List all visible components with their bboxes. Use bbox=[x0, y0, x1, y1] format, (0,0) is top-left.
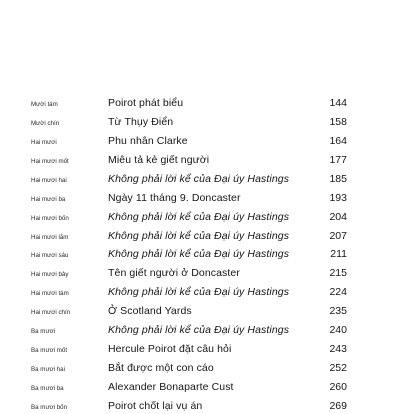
toc-entry bbox=[0, 319, 400, 338]
chapter-number: Hai mươi hai bbox=[31, 176, 67, 184]
chapter-number: Mười chín bbox=[31, 119, 60, 127]
chapter-title: Tên giết người ở Doncaster bbox=[108, 267, 240, 280]
chapter-page-number: 269 bbox=[329, 399, 347, 412]
chapter-page-number: 243 bbox=[329, 343, 347, 356]
chapter-title: Miêu tả kẻ giết người bbox=[108, 153, 210, 166]
toc-entry bbox=[0, 225, 400, 244]
chapter-title: Poirot phát biểu bbox=[108, 96, 184, 109]
toc-entry bbox=[0, 281, 400, 300]
chapter-number: Hai mươi lăm bbox=[31, 233, 69, 241]
chapter-page-number: 224 bbox=[329, 286, 347, 299]
chapter-page-number: 240 bbox=[329, 324, 347, 337]
chapter-title: Poirot chốt lại vụ án bbox=[108, 399, 203, 412]
toc-entry bbox=[0, 262, 400, 281]
table-of-contents bbox=[0, 92, 400, 414]
chapter-number: Hai mươi sáu bbox=[31, 252, 69, 260]
chapter-title: Ngày 11 tháng 9. Doncaster bbox=[108, 191, 241, 204]
toc-entry bbox=[0, 244, 400, 263]
chapter-title: Không phải lời kể của Đại úy Hastings bbox=[108, 172, 290, 185]
chapter-number: Hai mươi bốn bbox=[31, 214, 69, 222]
chapter-title: Không phải lời kể của Đại úy Hastings bbox=[108, 324, 290, 337]
chapter-page-number: 215 bbox=[329, 267, 347, 280]
chapter-page-number: 177 bbox=[329, 153, 347, 166]
chapter-title: Từ Thụy Điển bbox=[108, 115, 174, 128]
chapter-page-number: 185 bbox=[329, 172, 347, 185]
toc-entry bbox=[0, 130, 400, 149]
chapter-title: Không phải lời kể của Đại úy Hastings bbox=[108, 229, 290, 242]
toc-entry bbox=[0, 357, 400, 376]
toc-entry bbox=[0, 206, 400, 225]
toc-entry bbox=[0, 168, 400, 187]
toc-entry bbox=[0, 111, 400, 130]
chapter-number: Hai mươi bảy bbox=[31, 271, 69, 279]
chapter-page-number: 204 bbox=[329, 210, 347, 223]
chapter-title: Alexander Bonaparte Cust bbox=[108, 381, 234, 393]
chapter-number: Ba mươi bốn bbox=[31, 403, 68, 411]
chapter-page-number: 193 bbox=[329, 191, 347, 204]
chapter-title: Không phải lời kể của Đại úy Hastings bbox=[108, 286, 290, 299]
chapter-number: Hai mươi ba bbox=[31, 195, 66, 203]
chapter-page-number: 211 bbox=[330, 248, 347, 261]
toc-entry bbox=[0, 149, 400, 168]
chapter-title: Hercule Poirot đặt câu hỏi bbox=[108, 343, 232, 356]
chapter-number: Ba mươi mốt bbox=[31, 347, 68, 355]
chapter-page-number: 207 bbox=[329, 229, 347, 242]
chapter-number: Hai mươi bbox=[31, 138, 57, 146]
chapter-page-number: 144 bbox=[329, 96, 347, 109]
chapter-title: Không phải lời kể của Đại úy Hastings bbox=[108, 210, 290, 223]
chapter-title: Không phải lời kể của Đại úy Hastings bbox=[108, 248, 290, 261]
chapter-number: Hai mươi chín bbox=[31, 309, 71, 317]
toc-entry bbox=[0, 395, 400, 414]
chapter-number: Ba mươi ba bbox=[31, 385, 64, 392]
chapter-page-number: 260 bbox=[329, 381, 347, 393]
chapter-number: Hai mươi tám bbox=[31, 290, 69, 298]
chapter-number: Ba mươi hai bbox=[31, 366, 65, 374]
chapter-number: Ba mươi bbox=[31, 328, 56, 336]
chapter-page-number: 235 bbox=[329, 305, 347, 318]
toc-entry bbox=[0, 300, 400, 319]
chapter-title: Phu nhân Clarke bbox=[108, 134, 188, 147]
chapter-page-number: 164 bbox=[329, 134, 347, 147]
chapter-page-number: 158 bbox=[329, 115, 347, 128]
toc-entry bbox=[0, 92, 400, 111]
chapter-page-number: 252 bbox=[329, 362, 347, 375]
chapter-number: Hai mươi mốt bbox=[31, 157, 69, 165]
chapter-title: Bắt được một con cáo bbox=[108, 362, 214, 375]
toc-entry bbox=[0, 187, 400, 206]
chapter-number: Mười tám bbox=[31, 100, 58, 108]
toc-entry bbox=[0, 338, 400, 357]
toc-entry bbox=[0, 376, 400, 395]
chapter-title: Ở Scotland Yards bbox=[108, 305, 192, 318]
